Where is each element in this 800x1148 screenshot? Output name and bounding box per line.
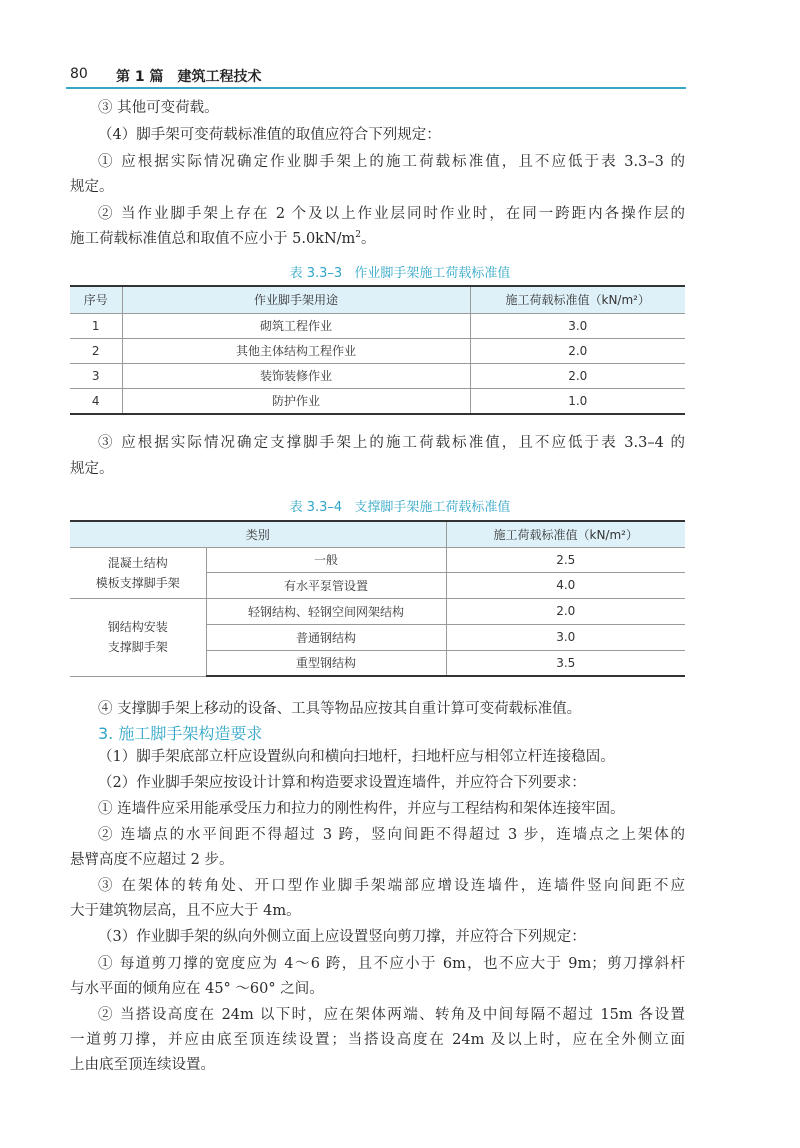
text-line: ① 连墙件应采用能承受压力和拉力的刚性构件，并应与工程结构和架体连接牢固。 [98,801,625,817]
table-cell: 3.0 [446,624,685,650]
table-cell: 普通钢结构 [206,624,446,650]
text-line: 一道剪刀撑，并应由底至顶连续设置；当搭设高度在 24m 及以上时，应在全外侧立面 [70,1032,685,1048]
text-line: 悬臂高度不应超过 2 步。 [70,852,234,868]
text-line: ③ 应根据实际情况确定支撑脚手架上的施工荷载标准值，且不应低于表 3.3–4 的 [98,435,685,451]
table-cell: 2.0 [446,598,685,624]
table-cell: 重型钢结构 [206,650,446,676]
text-line [70,228,376,250]
text-line: 上由底至顶连续设置。 [70,1057,215,1073]
table-cell: 2 [70,338,122,363]
table-cell: 其他主体结构工程作业 [122,338,470,363]
table-cell: 一般 [206,547,446,572]
text-line: ① 每道剪刀撑的宽度应为 4～6 跨，且不应小于 6m，也不应大于 9m；剪刀撑斜杆 [98,956,685,972]
text-line: 规定。 [70,461,114,477]
table-cell: 4.0 [446,572,685,598]
page-number: 80 [70,66,88,82]
table-cell: 有水平泵管设置 [206,572,446,598]
table-row [70,313,685,338]
table-caption-number: 表 3.3–3 [289,266,343,281]
table-row [70,547,685,572]
text-line: ③ 在架体的转角处、开口型作业脚手架端部应增设连墙件，连墙件竖向间距不应 [98,878,685,894]
table-cell: 轻钢结构、轻钢空间网架结构 [206,598,446,624]
text-line: ④ 支撑脚手架上移动的设备、工具等物品应按其自重计算可变荷载标准值。 [98,701,582,717]
chapter-title: 第 1 篇 建筑工程技术 [116,69,262,85]
category-group-cell [70,598,206,676]
text-line: （2）作业脚手架应按设计计算和构造要求设置连墙件，并应符合下列要求： [98,775,586,791]
table-cell: 2.0 [470,363,685,388]
text-segment: 施工荷载标准值总和取值不应小于 5.0kN/m [70,231,356,247]
table-header-cell: 施工荷载标准值（kN/m²） [470,286,685,313]
table-caption-title: 作业脚手架施工荷载标准值 [354,266,511,281]
category-label: 支撑脚手架 [107,640,168,654]
table-caption [0,496,800,515]
category-label: 钢结构安装 [107,620,168,634]
section-heading: 3. 施工脚手架构造要求 [98,724,263,743]
table-caption-title: 支撑脚手架施工荷载标准值 [354,500,511,515]
table-cell: 防护作业 [122,388,470,414]
text-line: 大于建筑物层高，且不应大于 4m。 [70,903,301,919]
text-line: ③ 其他可变荷载。 [98,100,219,116]
text-line: （4）脚手架可变荷载标准值的取值应符合下列规定： [98,127,441,143]
header-rule [66,87,686,89]
table-cell: 1.0 [470,388,685,414]
load-table-2 [70,520,685,677]
superscript: 2 [355,230,362,240]
table-cell: 装饰装修作业 [122,363,470,388]
running-header [66,64,686,86]
table-cell: 3.0 [470,313,685,338]
category-group-cell [70,547,206,598]
text-line: （3）作业脚手架的纵向外侧立面上应设置竖向剪刀撑，并应符合下列规定： [98,929,586,945]
text-segment: 。 [361,231,376,247]
table-caption-number: 表 3.3–4 [289,500,343,515]
table-cell: 4 [70,388,122,414]
text-line: （1）脚手架底部立杆应设置纵向和横向扫地杆，扫地杆应与相邻立杆连接稳固。 [98,749,615,765]
text-line: ② 当搭设高度在 24m 以下时，应在架体两端、转角及中间每隔不超过 15m 各设置 [98,1007,685,1023]
table-row [70,363,685,388]
text-line: ① 应根据实际情况确定作业脚手架上的施工荷载标准值，且不应低于表 3.3–3 的 [98,154,685,170]
category-label: 模板支撑脚手架 [95,575,180,590]
table-cell: 砌筑工程作业 [122,313,470,338]
table-header-row [70,286,685,313]
table-cell: 2.0 [470,338,685,363]
text-line: ② 连墙点的水平间距不得超过 3 跨，竖向间距不得超过 3 步，连墙点之上架体的 [98,827,685,843]
table-row [70,598,685,624]
table-header-cell: 序号 [70,286,122,313]
text-line: ② 当作业脚手架上存在 2 个及以上作业层同时作业时，在同一跨距内各操作层的 [98,206,685,222]
text-line: 与水平面的倾角应在 45° ～60° 之间。 [70,981,324,997]
category-label: 混凝土结构 [107,555,168,570]
table-header-row [70,521,685,547]
text-line: 规定。 [70,179,114,195]
table-cell: 1 [70,313,122,338]
load-table-1 [70,285,685,415]
table-row [70,338,685,363]
table-cell: 3 [70,363,122,388]
table-cell: 2.5 [446,547,685,572]
table-cell: 3.5 [446,650,685,676]
table-header-cell: 类别 [70,521,446,547]
table-row [70,388,685,414]
table-header-cell: 作业脚手架用途 [122,286,470,313]
table-caption [0,262,800,281]
table-header-cell: 施工荷载标准值（kN/m²） [446,521,685,547]
